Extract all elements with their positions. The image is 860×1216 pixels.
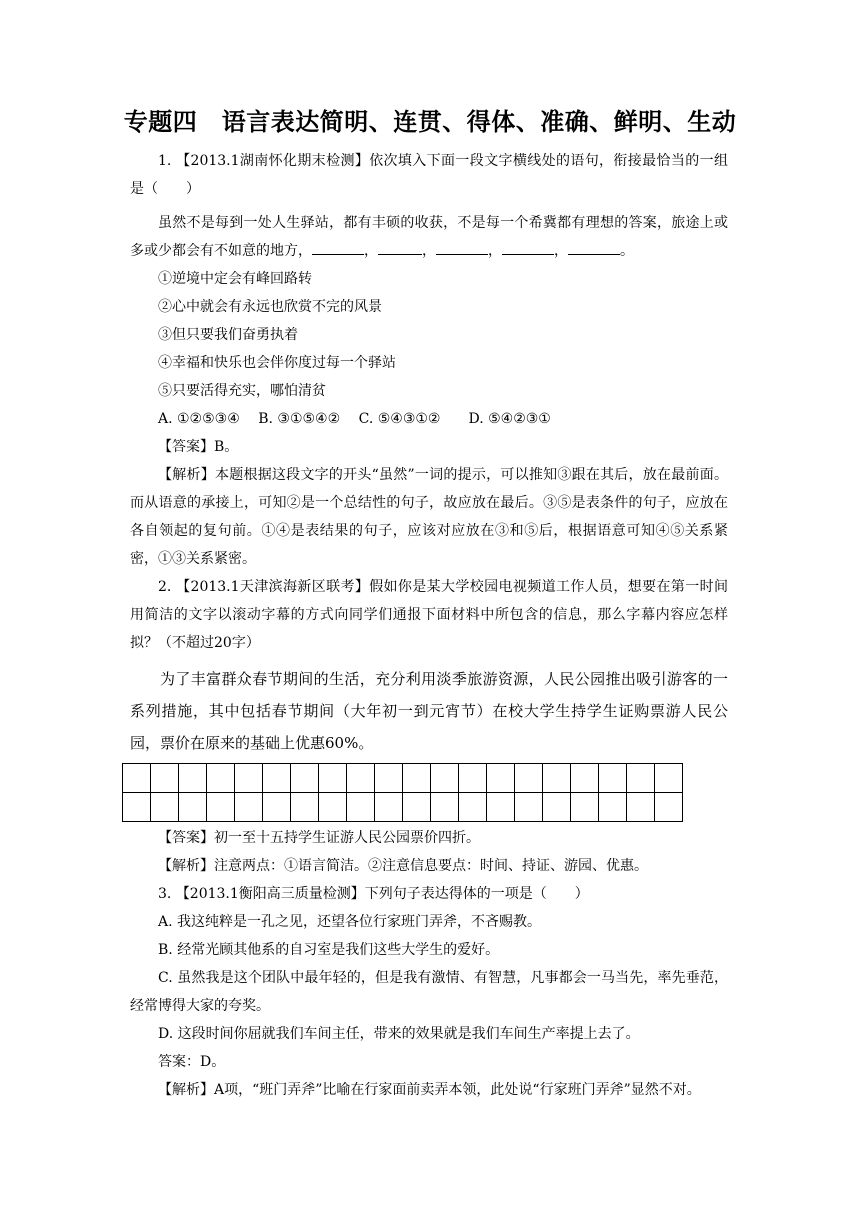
q3-analysis: 【解析】A项，“班门弄斧”比喻在行家面前卖弄本领，此处说“行家班门弄斧”显然不对。	[158, 1082, 701, 1098]
q2-analysis: 【解析】注意两点：①语言简洁。②注意信息要点：时间、持证、游园、优惠。	[158, 858, 648, 874]
q1-item: ②心中就会有永远也欣赏不完的风景	[158, 299, 382, 315]
q1-passage-text: 虽然不是每到一处人生驿站，都有丰硕的收获，不是每一个希冀都有理想的答案，旅途上或多或少都会有不如意的地方，	[130, 215, 728, 259]
q1-blank-3	[436, 254, 488, 255]
q1-stem: 1. 【2013.1湖南怀化期末检测】依次填入下面一段文字横线处的语句，衔接最恰当的一组是（ ）	[130, 153, 728, 197]
q3-option: C. 虽然我是这个团队中最年轻的，但是我有激情、有智慧，凡事都会一马当先，率先垂范，经常博得大家的夸奖。	[130, 970, 728, 1014]
q1-item: ①逆境中定会有峰回路转	[158, 271, 312, 287]
q1-blank-2	[378, 254, 422, 255]
q1-options: A. ①②⑤③④ B. ③①⑤④② C. ⑤④③①② D. ⑤④②③①	[158, 411, 551, 427]
q1-blank-1	[312, 254, 364, 255]
q3-option: A. 我这纯粹是一孔之见，还望各位行家班门弄斧，不吝赐教。	[158, 914, 542, 930]
q1-answer: 【答案】B。	[158, 439, 239, 455]
q1-blank-4	[502, 254, 554, 255]
answer-grid-row	[123, 793, 683, 822]
q3-option: D. 这段时间你屈就我们车间主任，带来的效果就是我们车间生产率提上去了。	[158, 1026, 640, 1042]
q2-answer: 【答案】初一至十五持学生证游人民公园票价四折。	[158, 830, 480, 846]
q1-item: ⑤只要活得充实，哪怕清贫	[158, 383, 326, 399]
q2-material: 为了丰富群众春节期间的生活，充分利用淡季旅游资源，人民公园推出吸引游客的一系列措施，其中包括春节期间（大年初一到元宵节）在校大学生持学生证购票游人民公园，票价在原来的基础上优惠60%。	[130, 670, 728, 752]
q2-stem: 2. 【2013.1天津滨海新区联考】假如你是某大学校园电视频道工作人员，想要在第一时间用简洁的文字以滚动字幕的方式向同学们通报下面材料中所包含的信息，那么字幕内容应怎样拟？（不超过20字）	[130, 579, 728, 651]
document-body	[130, 147, 728, 1104]
q1-item: ③但只要我们奋勇执着	[158, 327, 298, 343]
answer-grid-row	[123, 764, 683, 793]
q1-item: ④幸福和快乐也会伴你度过每一个驿站	[158, 355, 396, 371]
q1-passage: 虽然不是每到一处人生驿站，都有丰硕的收获，不是每一个希冀都有理想的答案，旅途上或多或少都会有不如意的地方， ， ， ， ， 。	[130, 215, 728, 259]
q3-stem: 3. 【2013.1衡阳高三质量检测】下列句子表达得体的一项是（ ）	[158, 886, 589, 902]
q1-analysis: 【解析】本题根据这段文字的开头“虽然”一词的提示，可以推知③跟在其后，放在最前面。而从语意的承接上，可知②是一个总结性的句子，故应放在最后。③⑤是表条件的句子，应放在各自领起的复句前。①④是表结果的句子，应该对应放在③和⑤后，根据语意可知④⑤关系紧密，①③关系紧密。	[130, 467, 728, 567]
q3-option: B. 经常光顾其他系的自习室是我们这些大学生的爱好。	[158, 942, 500, 958]
answer-grid	[122, 763, 683, 822]
page-title: 专题四 语言表达简明、连贯、得体、准确、鲜明、生动	[123, 108, 737, 136]
q3-answer: 答案：D。	[158, 1054, 226, 1070]
q1-blank-5	[568, 254, 620, 255]
